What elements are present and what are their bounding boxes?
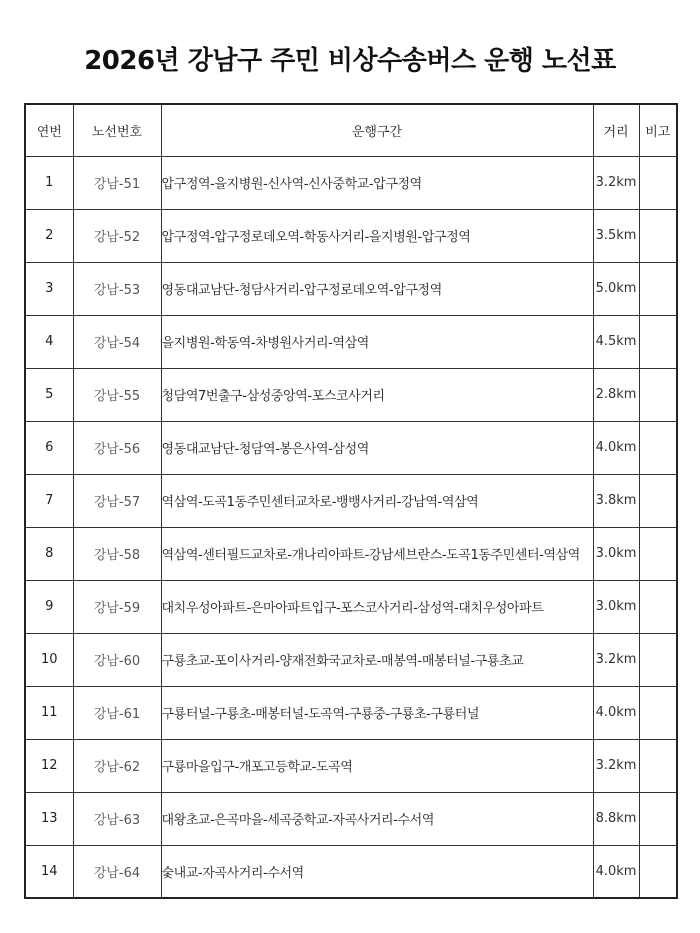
- header-no: 연번: [25, 104, 73, 156]
- row-route-number: 강남-54: [73, 315, 161, 368]
- row-no: 8: [25, 527, 73, 580]
- row-distance: 4.5km: [593, 315, 639, 368]
- row-route-number: 강남-53: [73, 262, 161, 315]
- row-note: [639, 262, 677, 315]
- row-note: [639, 209, 677, 262]
- row-route-number: 강남-55: [73, 368, 161, 421]
- table-row: [25, 633, 677, 686]
- row-section: 대왕초교-은곡마을-세곡중학교-자곡사거리-수서역: [161, 792, 593, 845]
- table-row: [25, 686, 677, 739]
- row-route-number: 강남-57: [73, 474, 161, 527]
- header-section: 운행구간: [161, 104, 593, 156]
- row-distance: 3.2km: [593, 156, 639, 209]
- table-row: [25, 156, 677, 209]
- row-section: 구룡초교-포이사거리-양재전화국교차로-매봉역-매봉터널-구룡초교: [161, 633, 593, 686]
- row-route-number: 강남-52: [73, 209, 161, 262]
- table-row: [25, 845, 677, 898]
- table-row: [25, 368, 677, 421]
- row-route-number: 강남-58: [73, 527, 161, 580]
- row-note: [639, 580, 677, 633]
- table-row: [25, 792, 677, 845]
- row-no: 14: [25, 845, 73, 898]
- row-section: 역삼역-도곡1동주민센터교차로-뱅뱅사거리-강남역-역삼역: [161, 474, 593, 527]
- row-note: [639, 156, 677, 209]
- row-section: 구룡터널-구룡초-매봉터널-도곡역-구룡중-구룡초-구룡터널: [161, 686, 593, 739]
- row-distance: 4.0km: [593, 845, 639, 898]
- row-distance: 3.5km: [593, 209, 639, 262]
- row-section: 숯내교-자곡사거리-수서역: [161, 845, 593, 898]
- header-note: 비고: [639, 104, 677, 156]
- row-route-number: 강남-64: [73, 845, 161, 898]
- row-section: 영동대교남단-청담역-봉은사역-삼성역: [161, 421, 593, 474]
- row-section: 구룡마을입구-개포고등학교-도곡역: [161, 739, 593, 792]
- row-distance: 3.2km: [593, 633, 639, 686]
- table-row: [25, 527, 677, 580]
- row-no: 5: [25, 368, 73, 421]
- row-no: 9: [25, 580, 73, 633]
- row-route-number: 강남-62: [73, 739, 161, 792]
- row-no: 4: [25, 315, 73, 368]
- table-row: [25, 209, 677, 262]
- row-route-number: 강남-60: [73, 633, 161, 686]
- row-no: 11: [25, 686, 73, 739]
- row-note: [639, 633, 677, 686]
- row-route-number: 강남-56: [73, 421, 161, 474]
- row-section: 압구정역-압구정로데오역-학동사거리-을지병원-압구정역: [161, 209, 593, 262]
- row-note: [639, 315, 677, 368]
- table-row: [25, 262, 677, 315]
- row-section: 역삼역-센터필드교차로-개나리아파트-강남세브란스-도곡1동주민센터-역삼역: [161, 527, 593, 580]
- row-no: 1: [25, 156, 73, 209]
- row-distance: 4.0km: [593, 686, 639, 739]
- table-row: [25, 315, 677, 368]
- row-route-number: 강남-59: [73, 580, 161, 633]
- row-distance: 3.2km: [593, 739, 639, 792]
- row-section: 청담역7번출구-삼성중앙역-포스코사거리: [161, 368, 593, 421]
- header-distance: 거리: [593, 104, 639, 156]
- table-header-row: [25, 104, 677, 156]
- row-note: [639, 739, 677, 792]
- row-no: 13: [25, 792, 73, 845]
- page-title: 2026년 강남구 주민 비상수송버스 운행 노선표: [84, 46, 616, 76]
- row-no: 6: [25, 421, 73, 474]
- row-no: 3: [25, 262, 73, 315]
- row-distance: 5.0km: [593, 262, 639, 315]
- row-route-number: 강남-61: [73, 686, 161, 739]
- row-distance: 3.8km: [593, 474, 639, 527]
- row-no: 2: [25, 209, 73, 262]
- row-section: 을지병원-학동역-차병원사거리-역삼역: [161, 315, 593, 368]
- route-table: [24, 103, 678, 899]
- table-row: [25, 474, 677, 527]
- row-no: 12: [25, 739, 73, 792]
- row-route-number: 강남-51: [73, 156, 161, 209]
- row-route-number: 강남-63: [73, 792, 161, 845]
- header-route: 노선번호: [73, 104, 161, 156]
- row-distance: 4.0km: [593, 421, 639, 474]
- row-note: [639, 474, 677, 527]
- row-note: [639, 686, 677, 739]
- row-note: [639, 792, 677, 845]
- row-no: 10: [25, 633, 73, 686]
- table-row: [25, 739, 677, 792]
- row-section: 대치우성아파트-은마아파트입구-포스코사거리-삼성역-대치우성아파트: [161, 580, 593, 633]
- row-note: [639, 845, 677, 898]
- row-note: [639, 527, 677, 580]
- row-section: 영동대교남단-청담사거리-압구정로데오역-압구정역: [161, 262, 593, 315]
- row-distance: 3.0km: [593, 527, 639, 580]
- table-row: [25, 421, 677, 474]
- row-note: [639, 421, 677, 474]
- row-no: 7: [25, 474, 73, 527]
- row-distance: 2.8km: [593, 368, 639, 421]
- table-row: [25, 580, 677, 633]
- row-section: 압구정역-을지병원-신사역-신사중학교-압구정역: [161, 156, 593, 209]
- row-note: [639, 368, 677, 421]
- row-distance: 8.8km: [593, 792, 639, 845]
- row-distance: 3.0km: [593, 580, 639, 633]
